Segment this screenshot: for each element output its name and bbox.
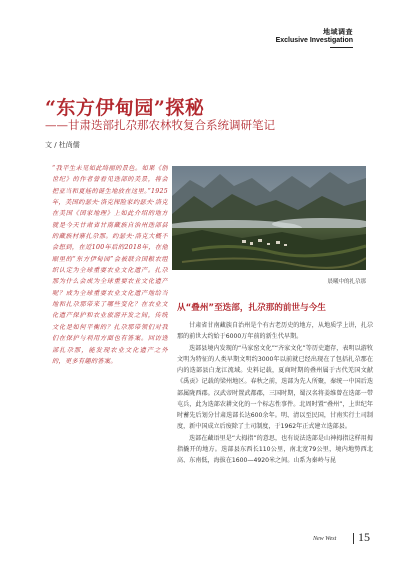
footer-brand: New West: [313, 536, 337, 542]
body-paragraph: 迭部县境内发现的“马家窑文化”“齐家文化”等历史遗存，表明以游牧文明为特征的人类早期文明约3000年以前就已经出现在了包括扎尕那在内的迭部县白龙江流域。史料记载，夏商时期的叠州属于古代羌国文献《禹贡》记载的梁州地区。春秋之前，迭部为先人所聚，秦统一中国后迭部属陇西郡。汉武帝时置武都郡，三国时期，蜀汉名将姜维曾在迭部一带屯兵，此为迭部农耕文化的一个标志性事件。北周时置“叠州”，上世纪年时蓄先后划分甘肃迭部长达600余年。明、清以至民国，甘南实行土司制度，新中国成立后废除了土司制度，于1962年正式建立迭部县。: [177, 344, 373, 431]
section-label-en: Exclusive Investigation: [275, 37, 353, 44]
header-rule: [330, 47, 353, 48]
article-title: “东方伊甸园”探秘: [45, 97, 205, 119]
author-byline: 文 / 杜尚儒: [45, 141, 80, 149]
footer-separator: [353, 533, 354, 544]
section-heading: 从“叠州”至迭部，扎尕那的前世与今生: [177, 303, 326, 313]
body-paragraph: 甘肃省甘南藏族自治州是个有古老历史的地方，从地质学上讲，扎尕那的前世大约始于6000万年前的新生代早期。: [177, 322, 373, 341]
intro-quote: “我平生未见如此绮丽的景色。如果《创世纪》的作者曾看见迭部的美景，将会把亚当和夏娃的诞生地放在这里。”1925年，美国约瑟夫·洛克探险家约瑟夫·洛克在美国《国家地理》上如此介绍的地方就是今天甘肃省甘南藏族自治州迭部县的藏族村寨扎尕那。约瑟夫·洛克大概不会想到，在近100年后的2018年，在他眼里的“东方伊甸园”会被联合国粮农组织认定为全球重要农业文化遗产。扎尕那为什么会成为全球重要农业文化遗产呢？成为全球重要农业文化遗产地给当地和扎尕那带来了哪些变化？在农业文化遗产保护和农业旅游开发之间，传统文化是如何平衡的？扎尕那带领们对我们在保护与利用方面也有答案。回访迭部扎尕那，能发现农业文化遗产之外的，更多有趣的答案。: [52, 165, 168, 365]
section-label-cn: 地域调查: [323, 28, 353, 36]
photo-caption: 晨曦中的扎尕那: [327, 279, 366, 285]
page-number: 15: [358, 530, 370, 544]
body-text: [177, 320, 373, 538]
body-paragraph: 迭部在藏语里是“大拇指”的意思，也有说法迭部是山神拇指这样用拇指撬开的地方。迭部县东西长110公里，南北宽79公里，境内地势西北高、东南低，海拔在1600—4920米之间。山系为秦岭与昆: [177, 434, 373, 464]
article-subtitle: ——甘肃迭部扎尕那农林牧复合系统调研笔记: [45, 118, 275, 132]
landscape-photo: [172, 166, 366, 270]
